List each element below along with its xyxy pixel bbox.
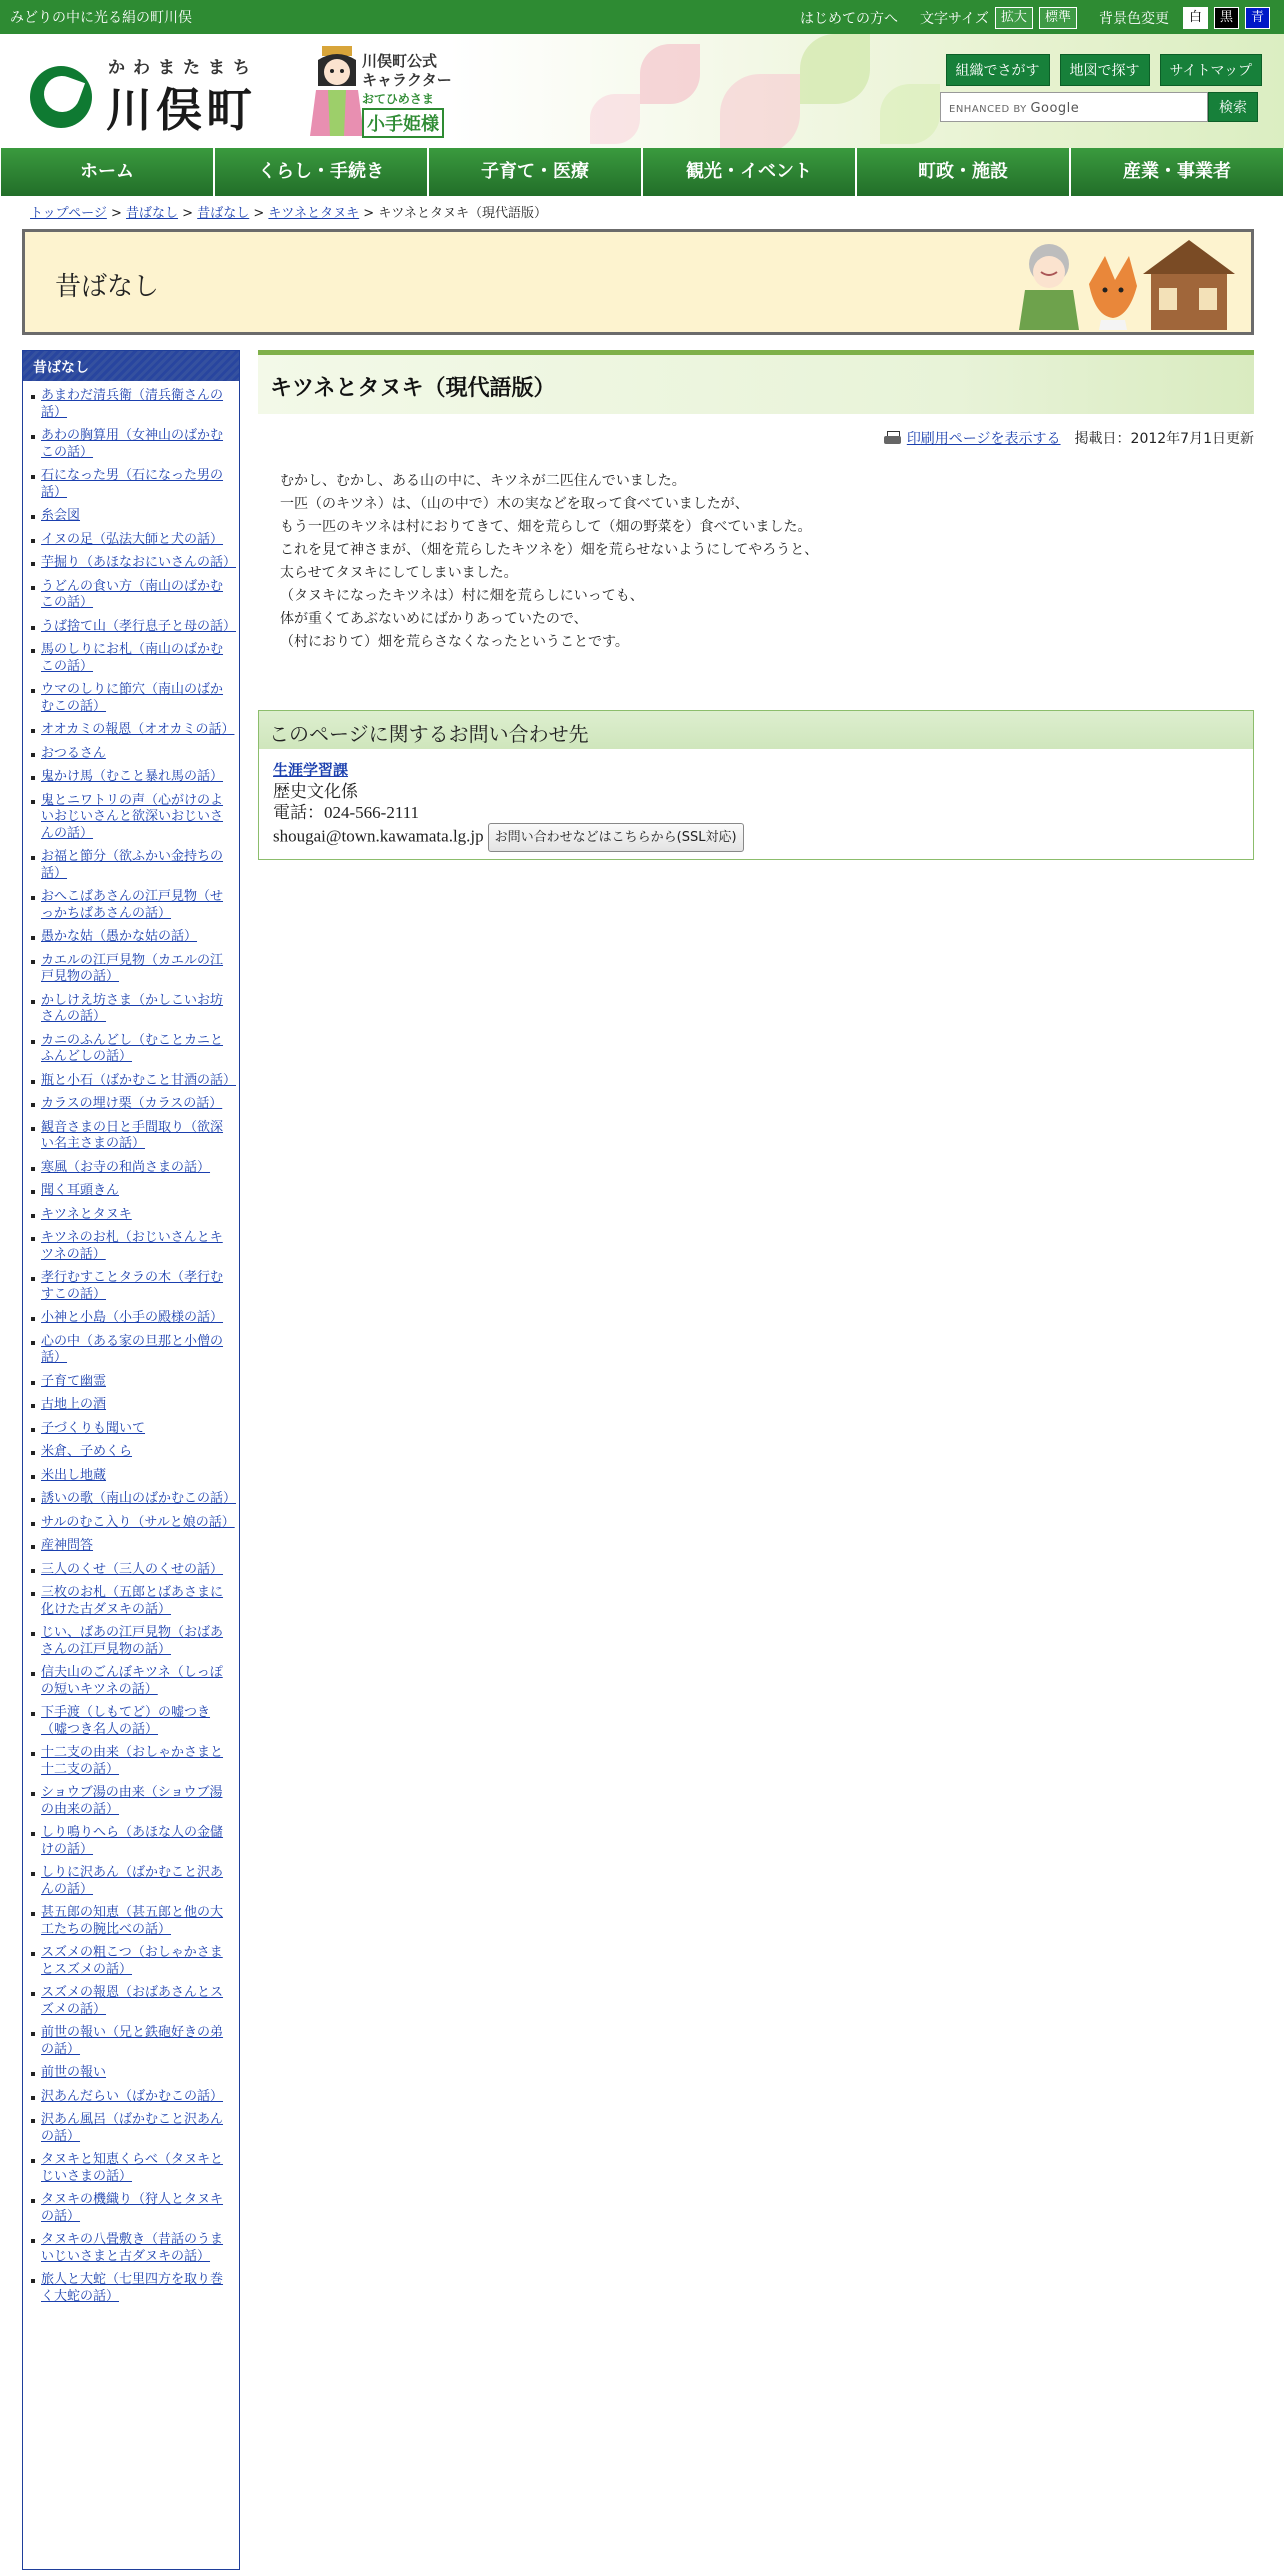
sidebar-item (29, 1117, 233, 1157)
bg-white-button[interactable]: 白 (1183, 7, 1208, 29)
nav-tourism-events[interactable]: 観光・イベント (643, 148, 855, 196)
sidebar-item-link[interactable]: おへこばあさんの江戸見物（せっかちばあさんの話） (41, 889, 224, 921)
sidebar-item-link[interactable]: しり鳴りへら（あほな人の金儲けの話） (41, 1825, 224, 1857)
department-link[interactable]: 生涯学習課 (273, 761, 349, 779)
sidebar-item-link[interactable]: 糸会図 (41, 508, 81, 523)
story-text (280, 470, 818, 654)
sidebar-item-link[interactable]: じい、ばあの江戸見物（おばあさんの江戸見物の話） (41, 1625, 224, 1657)
search-by-map-button[interactable]: 地図で探す (1060, 54, 1150, 86)
sidebar-item (29, 616, 237, 640)
print-page-link[interactable]: 印刷用ページを表示する (906, 431, 1061, 447)
sidebar-item-link[interactable]: あわの胸算用（女神山のばかむこの話） (41, 428, 224, 460)
first-visit-link[interactable]: はじめての方へ (800, 11, 899, 27)
sidebar-item (29, 2269, 233, 2309)
sidebar-item (29, 1622, 233, 1662)
story-line: 体が重くてあぶないめにばかりあっていたので、 (280, 611, 588, 627)
story-line: もう一匹のキツネは村におりてきて、畑を荒らして（畑の野菜を）食べていました。 (280, 519, 812, 535)
sidebar-item-link[interactable]: 鬼かけ馬（むこと暴れ馬の話） (41, 769, 224, 784)
sidebar-item-link[interactable]: おつるさん (41, 745, 106, 761)
search-brand: Google (1030, 101, 1080, 116)
sidebar-item (29, 529, 233, 553)
sidebar-item-link[interactable]: 孝行むすことタラの木（孝行むすこの話） (41, 1270, 224, 1302)
header-buttons (946, 54, 1262, 86)
contact-box (258, 710, 1254, 860)
font-size-label: 文字サイズ (920, 11, 989, 27)
sidebar-item (29, 1070, 237, 1094)
sidebar-item-link[interactable]: 下手渡（しもてど）の嘘つき（嘘つき名人の話） (41, 1705, 211, 1737)
sidebar-list (23, 381, 239, 2309)
sidebar-item (29, 1394, 233, 1418)
sidebar-item-link[interactable]: 小神と小島（小手の殿様の話） (41, 1310, 224, 1325)
bg-color-label: 背景色変更 (1098, 11, 1169, 27)
accessibility-tools (800, 7, 1270, 29)
sidebar-item (29, 1582, 233, 1622)
sidebar-item (29, 1227, 233, 1267)
printer-icon (884, 431, 901, 446)
sidebar-item (29, 886, 233, 926)
sidebar-item-link[interactable]: タヌキの機織り（狩人とタヌキの話） (41, 2192, 224, 2224)
sidebar-item (29, 846, 233, 886)
sidebar-item (29, 465, 233, 505)
nav-government-facilities[interactable]: 町政・施設 (857, 148, 1069, 196)
sidebar-item-link[interactable]: 三人のくせ（三人のくせの話） (41, 1561, 224, 1577)
story-line: （村におりて）畑を荒らさなくなったということです。 (280, 634, 629, 650)
nav-industry[interactable]: 産業・事業者 (1071, 148, 1283, 196)
sidebar-item-link[interactable]: カニのふんどし（むことカニとふんどしの話） (41, 1032, 224, 1064)
sidebar-item (29, 1742, 233, 1782)
sidebar-item (29, 766, 233, 790)
town-emblem-icon[interactable] (30, 66, 92, 128)
sidebar-item (29, 1702, 233, 1742)
sidebar-item-link[interactable]: 心の中（ある家の旦那と小僧の話） (41, 1333, 224, 1365)
story-line: 一匹（のキツネ）は、（山の中で）木の実などを取って食べていましたが、 (280, 496, 749, 512)
sidebar-item (29, 1331, 233, 1371)
story-line: むかし、むかし、ある山の中に、キツネが二匹住んでいました。 (280, 473, 686, 489)
sidebar-item-link[interactable]: ウマのしりに節穴（南山のばかむこの話） (41, 682, 224, 714)
decorative-leaf (800, 34, 870, 104)
contact-phone: 電話：024-566-2111 (273, 803, 420, 822)
sidebar-item-link[interactable]: カラスの埋け栗（カラスの話） (41, 1096, 223, 1111)
sidebar-item-link[interactable]: 前世の報い (41, 2065, 107, 2080)
sidebar-item (29, 552, 237, 576)
sidebar-item (29, 1488, 237, 1512)
logo-kana: かわまたまち (108, 58, 258, 78)
breadcrumb-link-top[interactable]: トップページ (30, 206, 107, 221)
logo-town-name[interactable]: 川俣町 (106, 83, 256, 137)
story-line: これを見て神さまが、（畑を荒らしたキツネを）畑を荒らせないようにしてやろうと、 (280, 542, 819, 558)
sidebar-item (29, 1204, 233, 1228)
decorative-petal (720, 74, 800, 148)
sidebar-item (29, 2189, 233, 2229)
article-meta (884, 428, 1254, 448)
site-header (0, 34, 1284, 148)
site-tagline: みどりの中に光る絹の町川俣 (10, 10, 192, 26)
sidebar-item-link[interactable]: 古地上の酒 (41, 1397, 107, 1412)
inquiry-form-button[interactable]: お問い合わせなどはこちらから(SSL対応) (488, 823, 744, 852)
breadcrumb: トップページ > 昔ばなし > 昔ばなし > キツネとタヌキ > キツネとタヌキ（現代語版） (30, 206, 548, 221)
sitemap-button[interactable]: サイトマップ (1160, 54, 1262, 86)
sidebar-item (29, 1180, 233, 1204)
sidebar-item-link[interactable]: タヌキと知恵くらべ（タヌキとじいさまの話） (41, 2152, 224, 2184)
decorative-petal (590, 94, 640, 144)
mascot-otehime-icon (308, 46, 366, 138)
sidebar-item (29, 926, 233, 950)
nav-childcare-medical[interactable]: 子育て・医療 (429, 148, 641, 196)
sidebar-item (29, 2022, 233, 2062)
sidebar-item (29, 1030, 233, 1070)
sidebar-item-link[interactable]: カエルの江戸見物（カエルの江戸見物の話） (41, 952, 224, 984)
search-input[interactable] (940, 92, 1208, 122)
global-nav (0, 148, 1284, 196)
page-title-box (258, 350, 1254, 414)
sidebar-item (29, 1371, 233, 1395)
sidebar-item (29, 1902, 233, 1942)
sidebar (22, 350, 240, 2570)
sidebar-item (29, 1093, 233, 1117)
sidebar-item-link[interactable]: 瓶と小石（ばかむこと甘酒の話） (41, 1072, 237, 1088)
decorative-petal (640, 44, 700, 104)
sidebar-item (29, 1535, 233, 1559)
sidebar-item-link[interactable]: 芋掘り（あほなおにいさんの話） (41, 555, 237, 570)
main-content (258, 350, 1254, 846)
breadcrumb-link-mukashibanashi[interactable]: 昔ばなし (126, 206, 179, 221)
sidebar-item-link[interactable]: 沢あん風呂（ばかむこと沢あんの話） (41, 2112, 224, 2144)
banner-title: 昔ばなし (55, 272, 160, 302)
sidebar-item (29, 1822, 233, 1862)
contact-email: shougai@town.kawamata.lg.jp (273, 826, 484, 846)
sidebar-item (29, 1307, 233, 1331)
sidebar-item (29, 990, 233, 1030)
story-line: （タヌキになったキツネは）村に畑を荒らしにいっても、 (280, 588, 644, 604)
sidebar-item (29, 2086, 233, 2110)
nav-living[interactable]: くらし・手続き (215, 148, 427, 196)
sidebar-item-link[interactable]: うば捨て山（孝行息子と母の話） (41, 618, 237, 634)
sidebar-item-link[interactable]: 愚かな姑（愚かな姑の話） (41, 929, 198, 944)
sidebar-item (29, 2062, 233, 2086)
category-banner (22, 229, 1254, 335)
sidebar-item (29, 1267, 233, 1307)
sidebar-item (29, 1662, 233, 1702)
sidebar-item-link[interactable]: キツネとタヌキ (41, 1206, 132, 1222)
sidebar-item (29, 1465, 233, 1489)
sidebar-item-link[interactable]: スズメの粗こつ（おしゃかさまとスズメの話） (41, 1945, 223, 1977)
mascot-name: 小手姫様 (362, 108, 444, 138)
page-title: キツネとタヌキ（現代語版） (270, 376, 556, 401)
sidebar-item-link[interactable]: スズメの報恩（おばあさんとスズメの話） (41, 1985, 224, 2017)
sidebar-item (29, 1559, 233, 1583)
search-by-org-button[interactable]: 組織でさがす (946, 54, 1050, 86)
storyteller-illustration-icon (1019, 234, 1239, 332)
sidebar-item-link[interactable]: 馬のしりにお札（南山のばかむこの話） (41, 642, 224, 674)
sidebar-item-link[interactable]: 沢あんだらい（ばかむこの話） (41, 2088, 224, 2104)
sidebar-item-link[interactable]: 子づくりも聞いて (41, 1420, 146, 1436)
sidebar-item-link[interactable]: 米倉、子めくら (41, 1444, 133, 1459)
sidebar-item-link[interactable]: 聞く耳頭きん (41, 1183, 120, 1198)
sidebar-item-link[interactable]: 産神問答 (41, 1538, 94, 1553)
sidebar-item-link[interactable]: ショウブ湯の由来（ショウブ湯の由来の話） (41, 1785, 223, 1817)
sidebar-item-link[interactable]: 石になった男（石になった男の話） (41, 468, 224, 500)
sidebar-item (29, 2109, 233, 2149)
story-line: 太らせてタヌキにしてしまいました。 (280, 565, 518, 581)
sidebar-item-link[interactable]: 前世の報い（兄と鉄砲好きの弟の話） (41, 2025, 224, 2057)
sidebar-item-link[interactable]: 旅人と大蛇（七里四方を取り巻く大蛇の話） (41, 2272, 224, 2304)
sidebar-item (29, 1418, 233, 1442)
contact-heading: このページに関するお問い合わせ先 (259, 711, 1253, 749)
sidebar-item (29, 425, 233, 465)
sidebar-item-link[interactable]: イヌの足（弘法大師と犬の話） (41, 531, 224, 547)
sidebar-item-link[interactable]: オオカミの報恩（オオカミの話） (41, 722, 235, 737)
search-button[interactable]: 検索 (1208, 92, 1258, 122)
sidebar-heading: 昔ばなし (23, 351, 239, 381)
sidebar-item (29, 576, 233, 616)
sidebar-item (29, 1942, 233, 1982)
breadcrumb-link-kitsune-tanuki[interactable]: キツネとタヌキ (268, 206, 360, 221)
sidebar-item (29, 1862, 233, 1902)
mascot-caption-line: おてひめさま (362, 92, 434, 106)
mascot-caption (362, 52, 452, 109)
sidebar-item (29, 1782, 233, 1822)
sidebar-item (29, 790, 233, 847)
sidebar-item-link[interactable]: あまわだ清兵衛（清兵衛さんの話） (41, 388, 224, 420)
sidebar-item-link[interactable]: キツネのお札（おじいさんとキツネの話） (41, 1230, 223, 1262)
sidebar-item (29, 2229, 233, 2269)
contact-section: 歴史文化係 (273, 782, 358, 801)
mascot-caption-line: キャラクター (362, 71, 452, 89)
sidebar-item-link[interactable]: 寒風（お寺の和尚さまの話） (41, 1159, 211, 1175)
sidebar-item-link[interactable]: しりに沢あん（ばかむこと沢あんの話） (41, 1865, 224, 1897)
sidebar-item-link[interactable]: うどんの食い方（南山のばかむこの話） (41, 578, 224, 610)
breadcrumb-link-mukashibanashi-sub[interactable]: 昔ばなし (197, 206, 250, 221)
sidebar-item-link[interactable]: 子育て幽霊 (41, 1373, 107, 1389)
sidebar-item (29, 1982, 233, 2022)
sidebar-item-link[interactable]: サルのむこ入り（サルと娘の話） (41, 1514, 235, 1530)
sidebar-item-link[interactable]: 観音さまの日と手間取り（欲深い名主さまの話） (41, 1119, 224, 1151)
font-enlarge-button[interactable]: 拡大 (995, 7, 1033, 29)
sidebar-item (29, 1157, 233, 1181)
sidebar-item (29, 1512, 233, 1536)
search-placeholder (949, 101, 1079, 116)
sidebar-item-link[interactable]: 信夫山のごんぼキツネ（しっぽの短いキツネの話） (41, 1665, 223, 1697)
sidebar-item (29, 743, 233, 767)
sidebar-item-link[interactable]: 米出し地蔵 (41, 1467, 107, 1483)
breadcrumb-current: キツネとタヌキ（現代語版） (378, 206, 548, 221)
sidebar-item (29, 719, 233, 743)
sidebar-item-link[interactable]: タヌキの八畳敷き（昔話のうまいじいさまと古ダヌキの話） (41, 2232, 224, 2264)
sidebar-item (29, 1441, 233, 1465)
sidebar-item (29, 950, 233, 990)
bg-blue-button[interactable]: 青 (1245, 7, 1270, 29)
font-standard-button[interactable]: 標準 (1039, 7, 1077, 29)
sidebar-item-link[interactable]: かしけえ坊さま（かしこいお坊さんの話） (41, 992, 224, 1024)
sidebar-item-link[interactable]: 鬼とニワトリの声（心がけのよいおじいさんと欲深いおじいさんの話） (41, 792, 224, 841)
sidebar-item-link[interactable]: お福と節分（欲ふかい金持ちの話） (41, 849, 224, 881)
sidebar-item-link[interactable]: 甚五郎の知恵（甚五郎と他の大工たちの腕比べの話） (41, 1905, 224, 1937)
mascot-caption-line: 川俣町公式 (362, 52, 438, 70)
updated-date: 掲載日：2012年7月1日更新 (1074, 431, 1254, 447)
sidebar-item (29, 505, 233, 529)
sidebar-item (29, 385, 233, 425)
search-brand-prefix: ENHANCED BY (949, 104, 1027, 115)
sidebar-item-link[interactable]: 三枚のお札（五郎とばあさまに化けた古ダヌキの話） (41, 1585, 224, 1617)
contact-body (259, 749, 1253, 862)
nav-home[interactable]: ホーム (1, 148, 213, 196)
sidebar-item (29, 679, 233, 719)
decorative-leaf (880, 84, 940, 144)
sidebar-item-link[interactable]: 十二支の由来（おしゃかさまと十二支の話） (41, 1745, 224, 1777)
top-bar (0, 0, 1284, 34)
sidebar-item (29, 639, 233, 679)
sidebar-item (29, 2149, 233, 2189)
bg-black-button[interactable]: 黒 (1214, 7, 1239, 29)
sidebar-item-link[interactable]: 誘いの歌（南山のばかむこの話） (41, 1491, 237, 1506)
